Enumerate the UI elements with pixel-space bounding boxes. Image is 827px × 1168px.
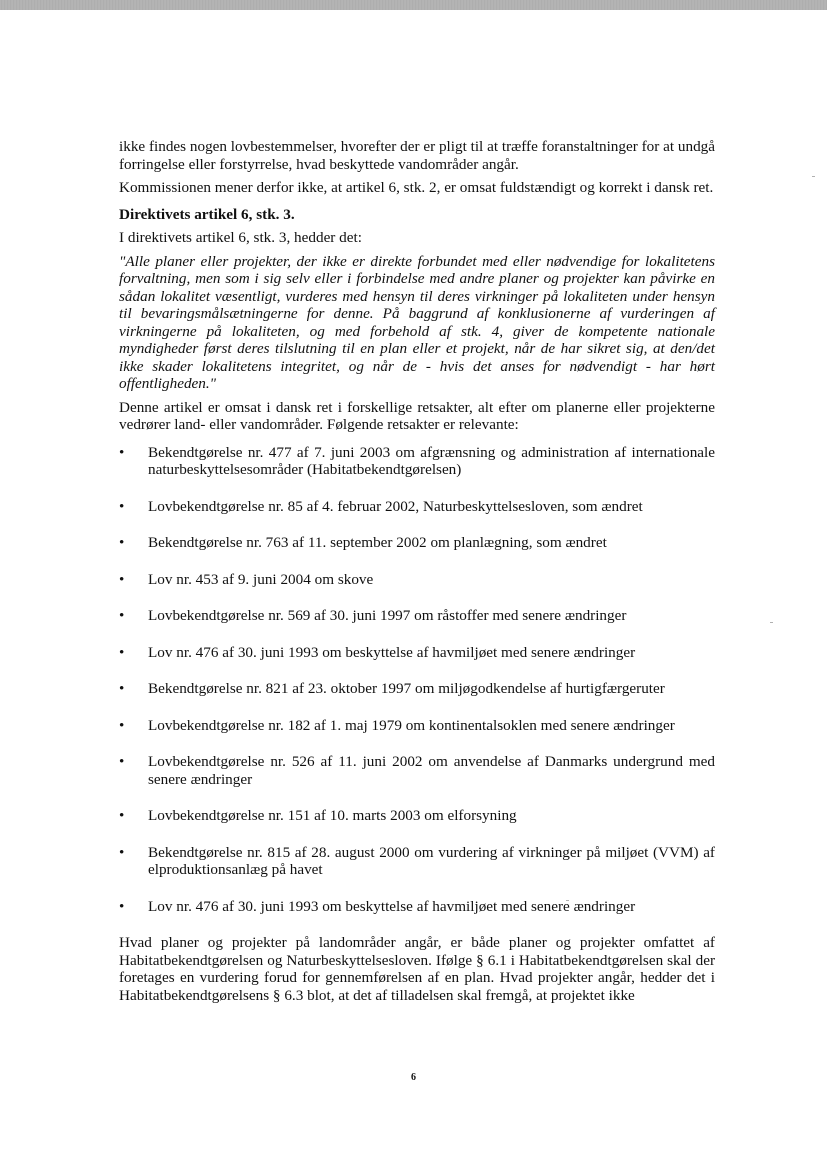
bullet-icon: • — [119, 897, 125, 915]
list-item-text: Bekendtgørelse nr. 821 af 23. oktober 1997 om miljøgodkendelse af hurtigfærgeruter — [148, 680, 665, 697]
scan-speck — [812, 176, 815, 177]
list-item-text: Lovbekendtgørelse nr. 151 af 10. marts 2003 om elforsyning — [148, 807, 517, 824]
list-item — [119, 571, 715, 589]
list-item-text: Lov nr. 476 af 30. juni 1993 om beskyttelse af havmiljøet med senere ændringer — [148, 897, 636, 915]
list-item — [119, 444, 715, 479]
scan-speck — [770, 622, 773, 623]
bullet-icon: • — [119, 843, 125, 861]
bullet-icon: • — [119, 716, 125, 734]
list-item — [119, 753, 715, 788]
bullet-icon: • — [119, 807, 125, 824]
list-item-text: Bekendtgørelse nr. 815 af 28. august 2000 om vurdering af virkninger på miljøet (VVM) af elproduktionsanlæg på havet — [148, 843, 715, 878]
list-item — [119, 680, 715, 698]
scan-edge — [0, 0, 827, 10]
bullet-icon: • — [119, 534, 125, 551]
bullet-icon: • — [119, 497, 125, 515]
bullet-icon: • — [119, 680, 125, 697]
directive-quote: "Alle planer eller projekter, der ikke er direkte forbundet med eller nødvendige for lokalitetens forvaltning, men som i sig selv eller i forbindelse med andre planer og projekter kan påvirke en sådan lokalitet væsentligt, vurderes med hensyn til deres virkninger på lokaliteten under hensyn til bevaringsmålsætningerne for denne. På baggrund af konklusionerne af vurderingen af virkningerne på lokaliteten, og med forbehold af stk. 4, giver de kompetente nationale myndigheder først deres tilslutning til en plan eller et projekt, når de har sikret sig, at den/det ikke skader lokalitetens integritet, og når de - hvis det anses for nødvendigt - har hørt offentligheden." — [119, 252, 715, 392]
list-item — [119, 717, 715, 735]
lead-paragraph: I direktivets artikel 6, stk. 3, hedder det: — [119, 229, 362, 246]
list-item — [119, 898, 715, 916]
section-heading: Direktivets artikel 6, stk. 3. — [119, 205, 295, 223]
bullet-icon: • — [119, 753, 125, 770]
list-item-text: Lovbekendtgørelse nr. 569 af 30. juni 1997 om råstoffer med senere ændringer — [148, 607, 627, 624]
bullet-icon: • — [119, 643, 125, 661]
list-item-text: Lov nr. 476 af 30. juni 1993 om beskyttelse af havmiljøet med senere ændringer — [148, 643, 636, 661]
commission-paragraph: Kommissionen mener derfor ikke, at artikel 6, stk. 2, er omsat fuldstændigt og korrekt i dansk ret. — [119, 179, 714, 196]
list-item — [119, 807, 715, 825]
list-item-text: Lovbekendtgørelse nr. 85 af 4. februar 2002, Naturbeskyttelsesloven, som ændret — [148, 497, 643, 515]
list-item-text: Bekendtgørelse nr. 763 af 11. september 2002 om planlægning, som ændret — [148, 534, 607, 551]
list-item-text: Bekendtgørelse nr. 477 af 7. juni 2003 om afgrænsning og administration af internationale naturbeskyttelsesområder (Habitatbekendtgørelsen) — [148, 443, 715, 478]
list-item — [119, 534, 715, 552]
intro-paragraph: ikke findes nogen lovbestemmelser, hvorefter der er pligt til at træffe foranstaltninger for at undgå forringelse eller forstyrrelse, hvad beskyttede vandområder angår. — [119, 138, 715, 173]
bullet-icon: • — [119, 607, 125, 624]
final-paragraph: Hvad planer og projekter på landområder angår, er både planer og projekter omfattet af Habitatbekendtgørelsen og Naturbeskyttelsesloven. Ifølge § 6.1 i Habitatbekendtgørelsen skal der foretages en vurdering forud for gennemførelsen af en plan. Hvad projekter angår, hedder det i Habitatbekendtgørelsens § 6.3 blot, at det af tilladelsen skal fremgå, at projektet ikke — [119, 934, 715, 1004]
list-item — [119, 644, 715, 662]
bullet-icon: • — [119, 443, 125, 461]
list-item-text: Lovbekendtgørelse nr. 526 af 11. juni 2002 om anvendelse af Danmarks undergrund med senere ændringer — [148, 753, 715, 788]
list-item — [119, 498, 715, 516]
list-item — [119, 844, 715, 879]
bullet-icon: • — [119, 570, 125, 588]
list-item — [119, 607, 715, 625]
document-page — [119, 138, 715, 1019]
page-number: 6 — [411, 1072, 416, 1083]
transposition-paragraph: Denne artikel er omsat i dansk ret i forskellige retsakter, alt efter om planerne eller projekterne vedrører land- eller vandområder. Følgende retsakter er relevante: — [119, 398, 715, 433]
list-item-text: Lov nr. 453 af 9. juni 2004 om skove — [148, 570, 374, 588]
legal-acts-list — [119, 444, 715, 916]
list-item-text: Lovbekendtgørelse nr. 182 af 1. maj 1979 om kontinentalsoklen med senere ændringer — [148, 716, 675, 734]
